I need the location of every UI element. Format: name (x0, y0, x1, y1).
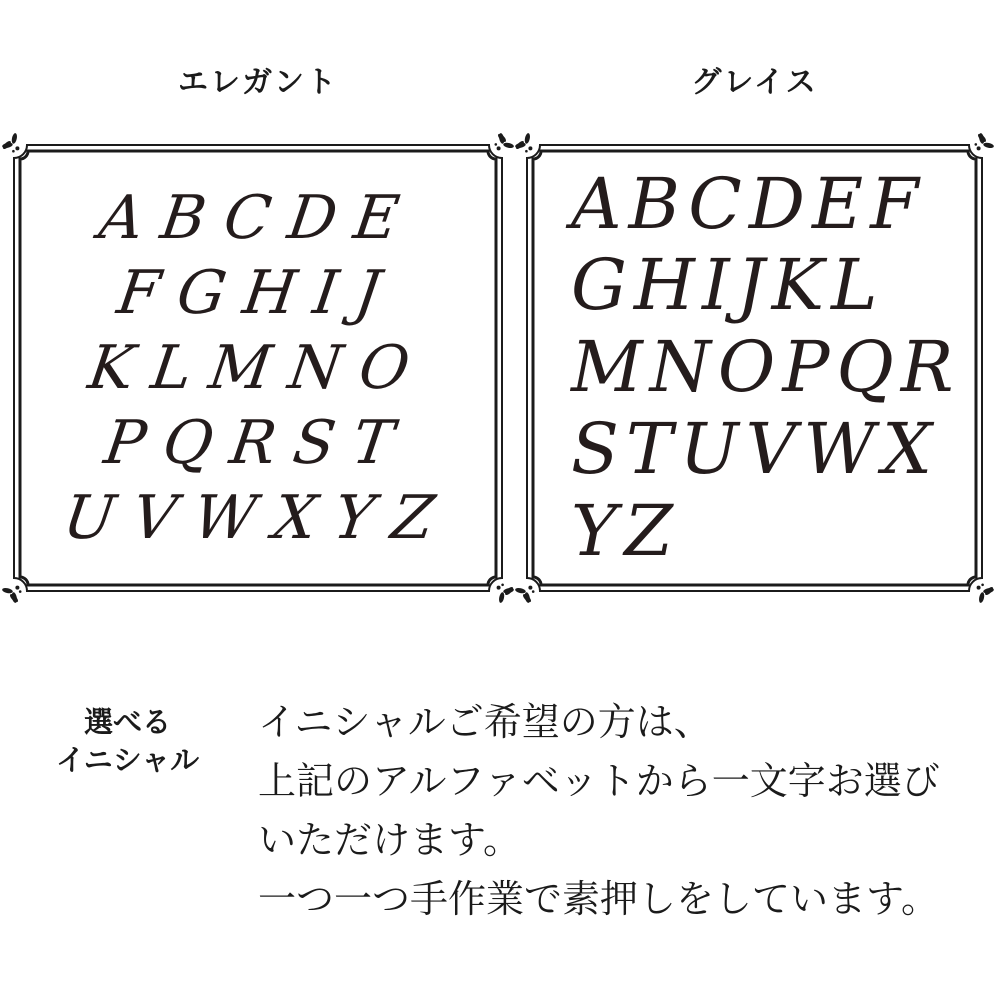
alphabet-row: GHIJKL (571, 244, 885, 327)
alphabet-row: PQRST (100, 407, 416, 478)
panel-title-grace: グレイス (691, 66, 818, 99)
alphabet-row: FGHIJ (113, 257, 403, 328)
alphabet-row: YZ (571, 489, 680, 572)
footer-label-line2: イニシャル (55, 745, 200, 777)
alphabet-row: ABCDEF (571, 162, 926, 245)
alphabet-row: ABCDE (94, 182, 422, 253)
panel-title-elegant: エレガント (178, 66, 338, 99)
footer-label (35, 704, 220, 780)
footer-label-line1: 選べる (83, 707, 171, 739)
alphabet-row: UVWXYZ (59, 482, 457, 553)
footer-description (258, 694, 978, 930)
footer-description-line: 上記のアルファベットから一文字お選び (258, 761, 940, 803)
alphabet-row: MNOPQR (571, 326, 961, 409)
alphabet-sample-elegant (6, 145, 510, 591)
alphabet-row: STUVWX (571, 407, 939, 490)
footer-description-line: 一つ一つ手作業で素押しをしています。 (258, 879, 939, 921)
alphabet-sample-grace (519, 145, 990, 591)
alphabet-row: KLMNO (84, 332, 432, 403)
footer-description-line: いただけます。 (258, 820, 521, 862)
footer-description-line: イニシャルご希望の方は、 (258, 702, 712, 744)
